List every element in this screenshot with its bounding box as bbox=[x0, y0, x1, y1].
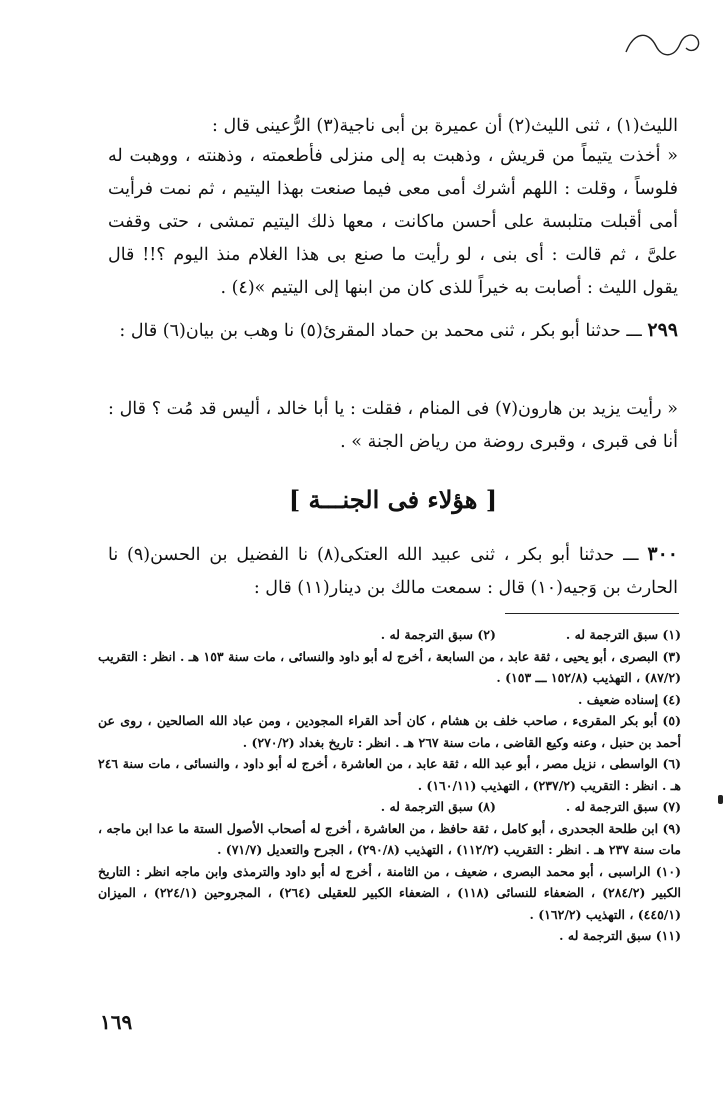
footnote-7: (٧) سبق الترجمة له . bbox=[565, 799, 681, 814]
intro-line: الليث(١) ، ثنى الليث(٢) أن عميرة بن أبى ناجية(٣) الرُّعينى قال : bbox=[212, 115, 678, 136]
hadith-300 bbox=[108, 538, 678, 605]
footnotes bbox=[98, 624, 681, 947]
footnote-row bbox=[98, 624, 681, 646]
hadith-299 bbox=[108, 314, 678, 348]
footnote-6: (٦) الواسطى ، نزيل مصر ، أبو عبد الله ، ثقة عابد ، من العاشرة ، أخرج له أبو داود ، والنسائى ، مات سنة ٢٤٦ هـ . انظر : التقريب (٢٣٧/٢) ، التهذيب (١٦٠/١١) . bbox=[98, 756, 681, 793]
footnote-9: (٩) ابن طلحة الجحدرى ، أبو كامل ، ثقة حافظ ، من العاشرة ، أخرج له أصحاب الأصول الستة ما عدا ابن ماجه ، مات سنة ٢٣٧ هـ . انظر : التقريب (١١٢/٢) ، التهذيب (٢٩٠/٨) ، الجرح والتعديل (٧١/٧) . bbox=[98, 820, 681, 857]
footnote-2: (٢) سبق الترجمة له . bbox=[380, 627, 496, 642]
hadith-chain: ـــ حدثنا أبو بكر ، ثنى عبيد الله العتكى(٨) نا الفضيل بن الحسن(٩) نا الحارث بن وَجيه(١٠) قال : سمعت مالك بن دينار(١١) قال : bbox=[108, 545, 678, 598]
footnote-divider bbox=[505, 613, 679, 614]
quote-text: « أخذت يتيماً من قريش ، وذهبت به إلى منزلى فأطعمته ، وذهنته ، ووهبت له فلوساً ، وقلت : اللهم أشرك أمى معى فيما صنعت بهذا اليتيم ، ثم نمت فرأيت أمى أقبلت متلبسة على أحسن ماكانت ، معها ذلك اليتيم تمشى ، حتى وقفت علىَّ ، ثم قالت : أى بنى ، لو رأيت ما صنع بى هذا الغلام منذ اليوم ؟!! قال يقول الليث : أصابت به خيراً للذى كان من ابنها إلى اليتيم »(٤) . bbox=[108, 146, 678, 298]
footnote-8: (٨) سبق الترجمة له . bbox=[380, 799, 496, 814]
quote-text: « رأيت يزيد بن هارون(٧) فى المنام ، فقلت : يا أبا خالد ، أليس قد مُت ؟ قال : أنا فى قبرى ، وقبرى روضة من رياض الجنة » . bbox=[108, 399, 678, 452]
footnote-5: (٥) أبو بكر المقرىء ، صاحب خلف بن هشام ، كان أحد القراء المجودين ، ومن عباد الله الصالحين ، روى عن أحمد بن حنبل ، وعنه وكيع القاضى ، مات سنة ٢٦٧ هـ . انظر : تاريخ بغداد (٢٧٠/٢) . bbox=[98, 713, 681, 750]
margin-mark bbox=[718, 795, 723, 804]
footnote-1: (١) سبق الترجمة له . bbox=[565, 627, 681, 642]
quote-yazid bbox=[108, 393, 678, 459]
hadith-number: ٣٠٠ bbox=[647, 543, 679, 565]
section-heading: [ هؤلاء فى الجنـــة ] bbox=[288, 485, 498, 514]
footnote-3: (٣) البصرى ، أبو يحيى ، ثقة عابد ، من السابعة ، أخرج له أبو داود والنسائى ، مات سنة ١٥٣ هـ . انظر : التقريب (٨٧/٢) ، التهذيب (١٥٢/٨ ـــ ١٥٣) . bbox=[98, 648, 681, 685]
footnote-row bbox=[98, 796, 681, 818]
footnote-11: (١١) سبق الترجمة له . bbox=[559, 928, 681, 943]
ornament-icon bbox=[622, 22, 702, 66]
footnote-4: (٤) إسناده ضعيف . bbox=[578, 691, 681, 707]
footnote-10: (١٠) الراسبى ، أبو محمد البصرى ، ضعيف ، من الثامنة ، أخرج له أبو داود والترمذى وابن ماجه انظر : التاريخ الكبير (٢٨٤/٢) ، الضعفاء للنسائى (١١٨) ، الضعفاء الكبير للعقيلى (٢٦٤) ، المجروحين (٢٢٤/١) ، الميزان (٤٤٥/١) ، التهذيب (١٦٢/٢) . bbox=[98, 863, 681, 922]
hadith-chain: ـــ حدثنا أبو بكر ، ثنى محمد بن حماد المقرئ(٥) نا وهب بن بيان(٦) قال : bbox=[119, 321, 642, 341]
hadith-number: ٢٩٩ bbox=[647, 319, 678, 341]
page-number: ١٦٩ bbox=[100, 1010, 133, 1034]
quote-adopted-orphan bbox=[108, 140, 678, 305]
